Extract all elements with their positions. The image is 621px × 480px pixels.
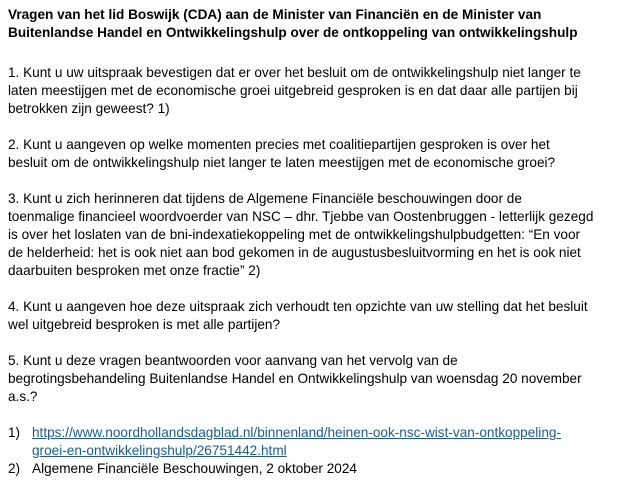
reference-1 (8, 424, 613, 460)
question-line: daarbuiten besproken met onze fractie” 2) (8, 263, 261, 278)
question-line: besluit om de ontwikkelingshulp niet langer te laten meestijgen met de economische groei? (8, 155, 556, 170)
question-5 (8, 352, 613, 406)
question-2 (8, 136, 613, 172)
question-line: is over het loslaten van de bni-indexatiekoppeling met de ontwikkelingshulpbudgetten: “En voor (8, 227, 581, 242)
question-line: laten meestijgen met de economische groei uitgebreid gesproken is en dat daar alle partijen bij (8, 83, 578, 98)
reference-link[interactable] (32, 424, 561, 460)
question-line: 5. Kunt u deze vragen beantwoorden voor aanvang van het vervolg van de (8, 353, 458, 368)
question-line: de helderheid: het is ook niet aan bod gekomen in de augustusbesluitvorming en het is ook niet (8, 245, 581, 260)
reference-2 (8, 460, 613, 478)
question-line: 2. Kunt u aangeven op welke momenten precies met coalitiepartijen gesproken is over het (8, 137, 550, 152)
question-1 (8, 64, 613, 118)
title-line: Buitenlandse Handel en Ontwikkelingshulp over de ontkoppeling van ontwikkelingshulp (8, 25, 578, 40)
question-line: toenmalige financieel woordvoerder van NSC – dhr. Tjebbe van Oostenbruggen - letterlijk gezegd (8, 209, 594, 224)
question-line: a.s.? (8, 389, 38, 404)
question-3 (8, 190, 613, 280)
question-line: 1. Kunt u uw uitspraak bevestigen dat er over het besluit om de ontwikkelingshulp niet langer te (8, 65, 581, 80)
question-line: begrotingsbehandeling Buitenlandse Handel en Ontwikkelingshulp van woensdag 20 november (8, 371, 582, 386)
question-line: betrokken zijn geweest? 1) (8, 101, 170, 116)
reference-link-line[interactable]: groei-en-ontwikkelingshulp/26751442.html (32, 443, 287, 458)
question-line: 3. Kunt u zich herinneren dat tijdens de Algemene Financiële beschouwingen door de (8, 191, 522, 206)
references-list (8, 424, 613, 478)
title-line: Vragen van het lid Boswijk (CDA) aan de Minister van Financiën en de Minister van (8, 7, 542, 22)
document-title (8, 6, 613, 42)
reference-line: Algemene Financiële Beschouwingen, 2 oktober 2024 (32, 461, 357, 476)
reference-link-line[interactable]: https://www.noordhollandsdagblad.nl/binnenland/heinen-ook-nsc-wist-van-ontkoppeling- (32, 425, 561, 440)
reference-text (32, 460, 357, 478)
reference-number: 1) (8, 425, 21, 440)
question-4 (8, 298, 613, 334)
reference-number: 2) (8, 461, 21, 476)
question-line: wel uitgebreid besproken is met alle partijen? (8, 317, 281, 332)
question-line: 4. Kunt u aangeven hoe deze uitspraak zich verhoudt ten opzichte van uw stelling dat het besluit (8, 299, 588, 314)
